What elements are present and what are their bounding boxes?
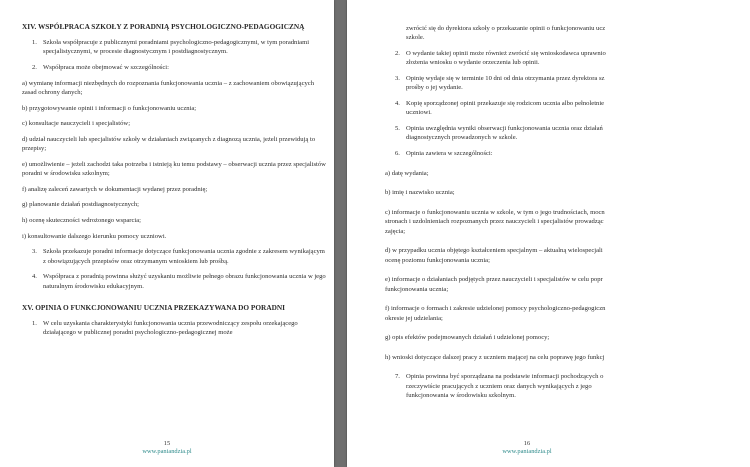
list-text: Opinię wydaje się w terminie 10 dni od dnia otrzymania przez dyrektora sz — [406, 75, 605, 82]
list-number: 4. — [32, 273, 37, 281]
sub-item-c-line3: zajęcia; — [385, 227, 406, 235]
list-text: Współpraca może obejmować w szczególności: — [43, 64, 169, 71]
sub-item-b: b) imię i nazwisko ucznia; — [385, 189, 455, 197]
page-content — [22, 22, 326, 344]
list-item — [22, 247, 326, 266]
list-number: 3. — [32, 248, 37, 256]
list-item — [22, 38, 326, 57]
list-number: 4. — [395, 100, 400, 107]
list-item — [385, 74, 750, 83]
sub-item-h: h) ocenę skuteczności wdrożonego wsparcia; — [22, 216, 142, 224]
footer-link[interactable]: www.paniandzia.pl — [142, 448, 192, 455]
sub-item-a: a) wymianę informacji niezbędnych do rozpoznania funkcjonowania ucznia – z zachowaniem obowiązujących zasad ochrony danych; — [22, 79, 315, 96]
list-item — [385, 124, 750, 133]
list-text: Kopię sporządzonej opinii przekazuje się rodzicom ucznia albo pełnoletnie — [406, 100, 605, 107]
list-number: 5. — [395, 125, 400, 132]
list-text: W celu uzyskania charakterystyki funkcjonowania ucznia przewodniczący zespołu orzekającego działającego w publicznej poradni psychologiczno-pedagogicznej może — [43, 319, 298, 337]
list-number: 2. — [395, 50, 400, 57]
sub-item-d: d) w przypadku ucznia objętego kształceniem specjalnym – aktualną wielospecjali — [385, 247, 603, 255]
list-item — [385, 372, 750, 381]
page-content — [385, 24, 750, 407]
page-number: 15 — [163, 440, 171, 447]
list-text: Opinia zawiera w szczególności: — [406, 150, 493, 157]
list-number: 1. — [32, 319, 37, 327]
sub-item-c: c) konsultacje nauczycieli i specjalistów; — [22, 120, 131, 128]
sub-item-e: e) informacje o działaniach podjętych przez nauczycieli i specjalistów w celu popr — [385, 276, 603, 284]
sub-item-d: d) udział nauczycieli lub specjalistów szkoły w działaniach związanych z diagnozą ucznia, jeżeli przewidują to przepisy; — [22, 135, 316, 153]
sub-item-f-line2: okresie jej udzielania; — [385, 314, 443, 322]
section-heading-xiv: XIV. WSPÓŁPRACA SZKOŁY Z PORADNIĄ PSYCHOLOGICZNO-PEDAGOGICZNĄ — [22, 22, 305, 31]
sub-item-c-line2: stronach i uzdolnieniach rozpoznanych przez nauczycieli i specjalistów prowadząc — [385, 218, 604, 226]
sub-item-c: c) informacje o funkcjonowaniu ucznia w szkole, w tym o jego trudnościach, mocn — [385, 208, 605, 216]
list-number: 3. — [395, 75, 400, 82]
list-text: Opinia powinna być sporządzana na podstawie informacji pochodzących o — [406, 373, 604, 381]
section-heading-xv: XV. OPINIA O FUNKCJONOWANIU UCZNIA PRZEKAZYWANA DO PORADNI — [22, 302, 285, 312]
page-footer — [0, 440, 334, 456]
page-footer — [497, 440, 557, 456]
sub-item-d-line2: ocenę poziomu funkcjonowania ucznia; — [385, 256, 490, 264]
sub-item-b: b) przygotowywanie opinii i informacji o funkcjonowaniu ucznia; — [22, 104, 197, 112]
document-page-15 — [0, 0, 334, 467]
list-text-continued: złożenia wniosku o wydanie orzeczenia lub opinii. — [406, 59, 540, 67]
list-text-continued: rzeczywiście pracujących z uczniem oraz danych wynikających z jego — [406, 382, 592, 390]
continued-text-line: szkole. — [406, 34, 425, 42]
sub-item-e: e) umożliwienie – jeżeli zachodzi taka potrzeba i istnieją ku temu podstawy – obserwacji ucznia przez specjalistów poradni w środowisku szkolnym; — [22, 160, 326, 178]
sub-item-i: i) konsultowanie dalszego kierunku pomocy uczniowi. — [22, 232, 167, 240]
list-item — [22, 272, 326, 291]
sub-item-f: f) analizę zaleceń zawartych w dokumentacji wydanej przez poradnię; — [22, 185, 208, 193]
list-item — [385, 149, 750, 158]
list-text-continued: diagnostycznych prowadzonych w szkole. — [406, 134, 518, 142]
sub-item-g: g) opis efektów podejmowanych działań i udzielonej pomocy; — [385, 334, 550, 342]
list-text-continued: funkcjonowania w środowisku szkolnym. — [406, 392, 516, 400]
list-number: 7. — [395, 373, 400, 381]
list-text: Współpraca z poradnią powinna służyć uzyskaniu możliwie pełnego obrazu funkcjonowania ucznia w jego naturalnym środowisku edukacyjnym. — [43, 273, 326, 290]
sub-item-g: g) planowanie działań postdiagnostycznych; — [22, 201, 140, 209]
document-page-16 — [347, 0, 750, 467]
list-text: Szkoła współpracuje z publicznymi poradniami psychologiczno-pedagogicznymi, w tym poradniami specjalistycznymi, w procesie diagnostycznym i postdiagnostycznym. — [43, 39, 310, 56]
list-text: O wydanie takiej opinii może również zwrócić się wnioskodawca uprawnio — [406, 50, 606, 57]
list-text-continued: uczniowi. — [406, 109, 432, 117]
list-item — [385, 49, 750, 58]
sub-item-h: h) wnioski dotyczące dalszej pracy z uczniem mającej na celu poprawę jego funkcj — [385, 353, 605, 361]
page-number: 16 — [523, 440, 531, 447]
list-number: 2. — [32, 64, 37, 71]
footer-link[interactable]: www.paniandzia.pl — [502, 448, 552, 455]
list-item — [22, 319, 326, 338]
list-number: 6. — [395, 150, 400, 157]
list-item — [385, 99, 750, 108]
sub-item-a: a) datę wydania; — [385, 169, 429, 177]
list-text-continued: prośby o jej wydanie. — [406, 84, 463, 92]
list-item — [22, 63, 326, 72]
list-text: Szkoła przekazuje poradni informacje dotyczące funkcjonowania ucznia zgodnie z zakresem wynikającym z obowiązujących przepisów oraz otrzymanym wnioskiem lub prośbą. — [43, 248, 325, 265]
list-text: Opinia uwzględnia wyniki obserwacji funkcjonowania ucznia oraz działań — [406, 125, 603, 132]
list-number: 1. — [32, 39, 37, 46]
continued-text-line: zwrócić się do dyrektora szkoły o przekazanie opinii o funkcjonowaniu ucz — [406, 25, 606, 32]
sub-item-f: f) informacje o formach i zakresie udzielonej pomocy psychologiczno-pedagogiczn — [385, 305, 606, 313]
sub-item-e-line2: funkcjonowania ucznia; — [385, 285, 449, 293]
